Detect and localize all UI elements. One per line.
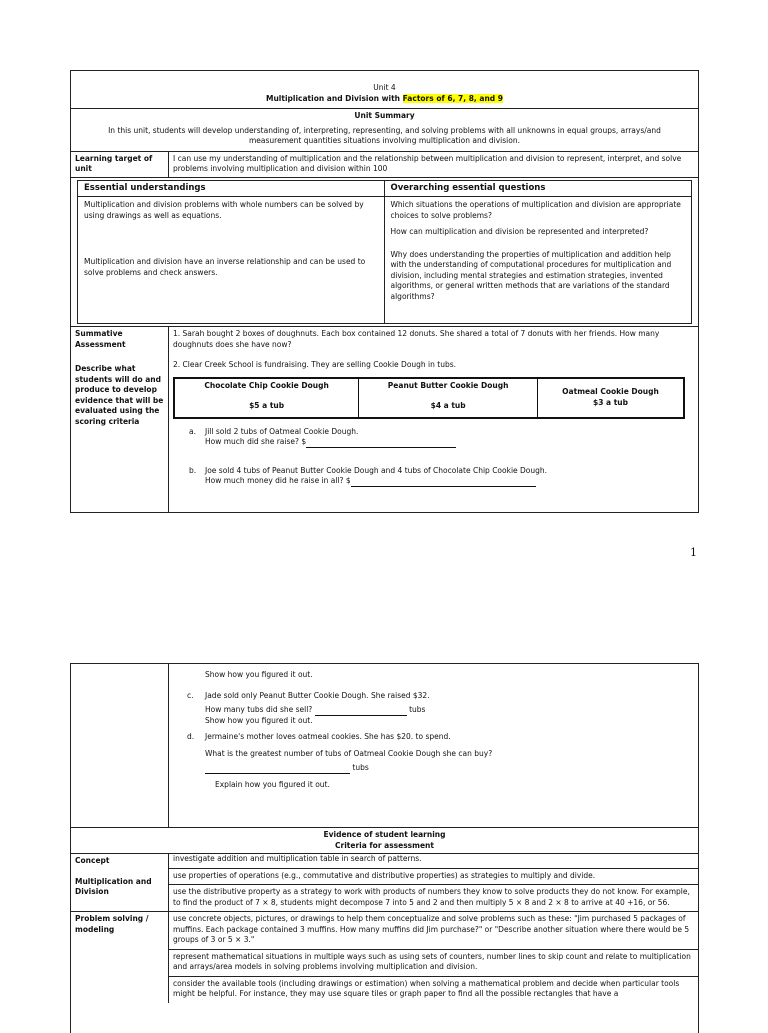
concept-sub: Multiplication and Division <box>75 876 152 896</box>
question-1: 1. Sarah bought 2 boxes of doughnuts. Each box contained 12 donuts. She shared a total of 7 donuts with her friends. How many doughnuts does she have now? <box>173 329 660 349</box>
dough-cell-oatmeal: Oatmeal Cookie Dough $3 a tub <box>538 378 684 418</box>
eu-2: Multiplication and division have an inverse relationship and can be used to solve problems and check answers. <box>84 257 366 277</box>
ps-1: use concrete objects, pictures, or drawings to help them conceptualize and solve problems such as these: "Jim purchased 5 packages of muffins. Each package contained 3 muffins. How many muffins did Jim purchase?" or "Describe another situation where there would be 5 groups of 3 or 5 × 3." <box>169 912 698 950</box>
unit-summary-heading: Unit Summary <box>354 111 415 120</box>
answer-line-a[interactable] <box>306 447 456 448</box>
page-number: 1 <box>690 546 697 559</box>
concept-label: Concept <box>75 856 110 865</box>
unit-title: Multiplication and Division with Factors of 6, 7, 8, and 9 <box>266 93 503 103</box>
problem-solving-label: Problem solving / modeling <box>71 912 169 1003</box>
answer-line-c[interactable] <box>315 715 407 716</box>
eu-heading: Essential understandings <box>78 181 385 197</box>
show-work-1: Show how you figured it out. <box>205 670 313 679</box>
unit-title-highlight: Factors of 6, 7, 8, and 9 <box>402 93 503 103</box>
eu-1: Multiplication and division problems with whole numbers can be solved by using drawings as well as equations. <box>84 200 364 220</box>
evidence-heading: Evidence of student learning Criteria for assessment <box>71 828 698 854</box>
question-2c: c. Jade sold only Peanut Butter Cookie Dough. She raised $32. How many tubs did she sell? tubs Show how you figured it out. <box>187 690 430 725</box>
summative-row <box>71 327 698 512</box>
unit-number: Unit 4 <box>373 83 396 92</box>
summative-describe: Describe what students will do and produce to develop evidence that will be evaluated using the scoring criteria <box>75 364 164 426</box>
cookie-dough-table <box>173 377 685 419</box>
ps-3: consider the available tools (including drawings or estimation) when solving a mathematical problem and decide when particular tools might be helpful. For instance, they may use square tiles or graph paper to find all the possible rectangles that have a <box>173 978 680 998</box>
eq-2: How can multiplication and division be represented and interpreted? <box>390 227 649 237</box>
ps-2: represent mathematical situations in multiple ways such as using sets of counters, number lines to skip count and relate to multiplication and arrays/area models in solving problems involving multiplication and division. <box>169 950 698 977</box>
problem-solving-row <box>71 912 698 1003</box>
dough-cell-chocolate: Chocolate Chip Cookie Dough $5 a tub <box>174 378 359 418</box>
eq-3: Why does understanding the properties of multiplication and addition help with the understanding of computational procedures for multiplication and division, including mental strategies and estimation strategies, invented algorithms, or general written methods that are variations of the standard algorithms? <box>390 249 672 301</box>
learning-target-label: Learning target of unit <box>71 152 169 177</box>
answer-line-b[interactable] <box>351 486 536 487</box>
concept-row <box>71 854 698 912</box>
page-1-table <box>70 70 699 513</box>
continued-row <box>71 664 698 828</box>
unit-title-block <box>71 71 698 109</box>
unit-summary <box>71 109 698 152</box>
eq-1: Which situations the operations of multiplication and division are appropriate choices to solve problems? <box>390 200 681 220</box>
page-2-table <box>70 663 699 1033</box>
learning-target-row <box>71 152 698 178</box>
concept-2: use properties of operations (e.g., commutative and distributive properties) as strategies to multiply and divide. <box>169 869 698 886</box>
dough-cell-peanut: Peanut Butter Cookie Dough $4 a tub <box>359 378 538 418</box>
eq-heading: Overarching essential questions <box>390 182 546 193</box>
essential-block <box>71 178 698 328</box>
concept-1: investigate addition and multiplication table in search of patterns. <box>169 854 698 869</box>
question-2b: b. Joe sold 4 tubs of Peanut Butter Cookie Dough and 4 tubs of Chocolate Chip Cookie Dough. How much money did he raise in all? $ <box>189 465 548 486</box>
answer-line-d[interactable] <box>205 773 350 774</box>
learning-target-text: I can use my understanding of multiplication and the relationship between multiplication and division to represent, interpret, and solve problems involving multiplication and division within 100 <box>173 153 682 173</box>
question-2d: d. Jermaine's mother loves oatmeal cookies. She has $20. to spend. What is the greatest number of tubs of Oatmeal Cookie Dough she can buy? tubs Explain how you figured it out. <box>187 732 493 789</box>
concept-3: use the distributive property as a strategy to work with products of numbers they know to solve products they do not know. For example, to find the product of 7 × 8, students might decompose 7 into 5 and 2 and then multiply 5 × 8 and 2 × 8 to arrive at 40 +16, or 56. <box>173 887 690 907</box>
unit-summary-text: In this unit, students will develop understanding of, interpreting, representing, and solving problems with all unknowns in equal groups, arrays/and measurement quantities situations involving multiplication and division. <box>108 125 661 145</box>
question-2a: a. Jill sold 2 tubs of Oatmeal Cookie Dough. How much did she raise? $ <box>189 427 694 448</box>
question-2: 2. Clear Creek School is fundraising. They are selling Cookie Dough in tubs. <box>173 360 457 370</box>
summative-label: Summative Assessment <box>75 329 126 349</box>
